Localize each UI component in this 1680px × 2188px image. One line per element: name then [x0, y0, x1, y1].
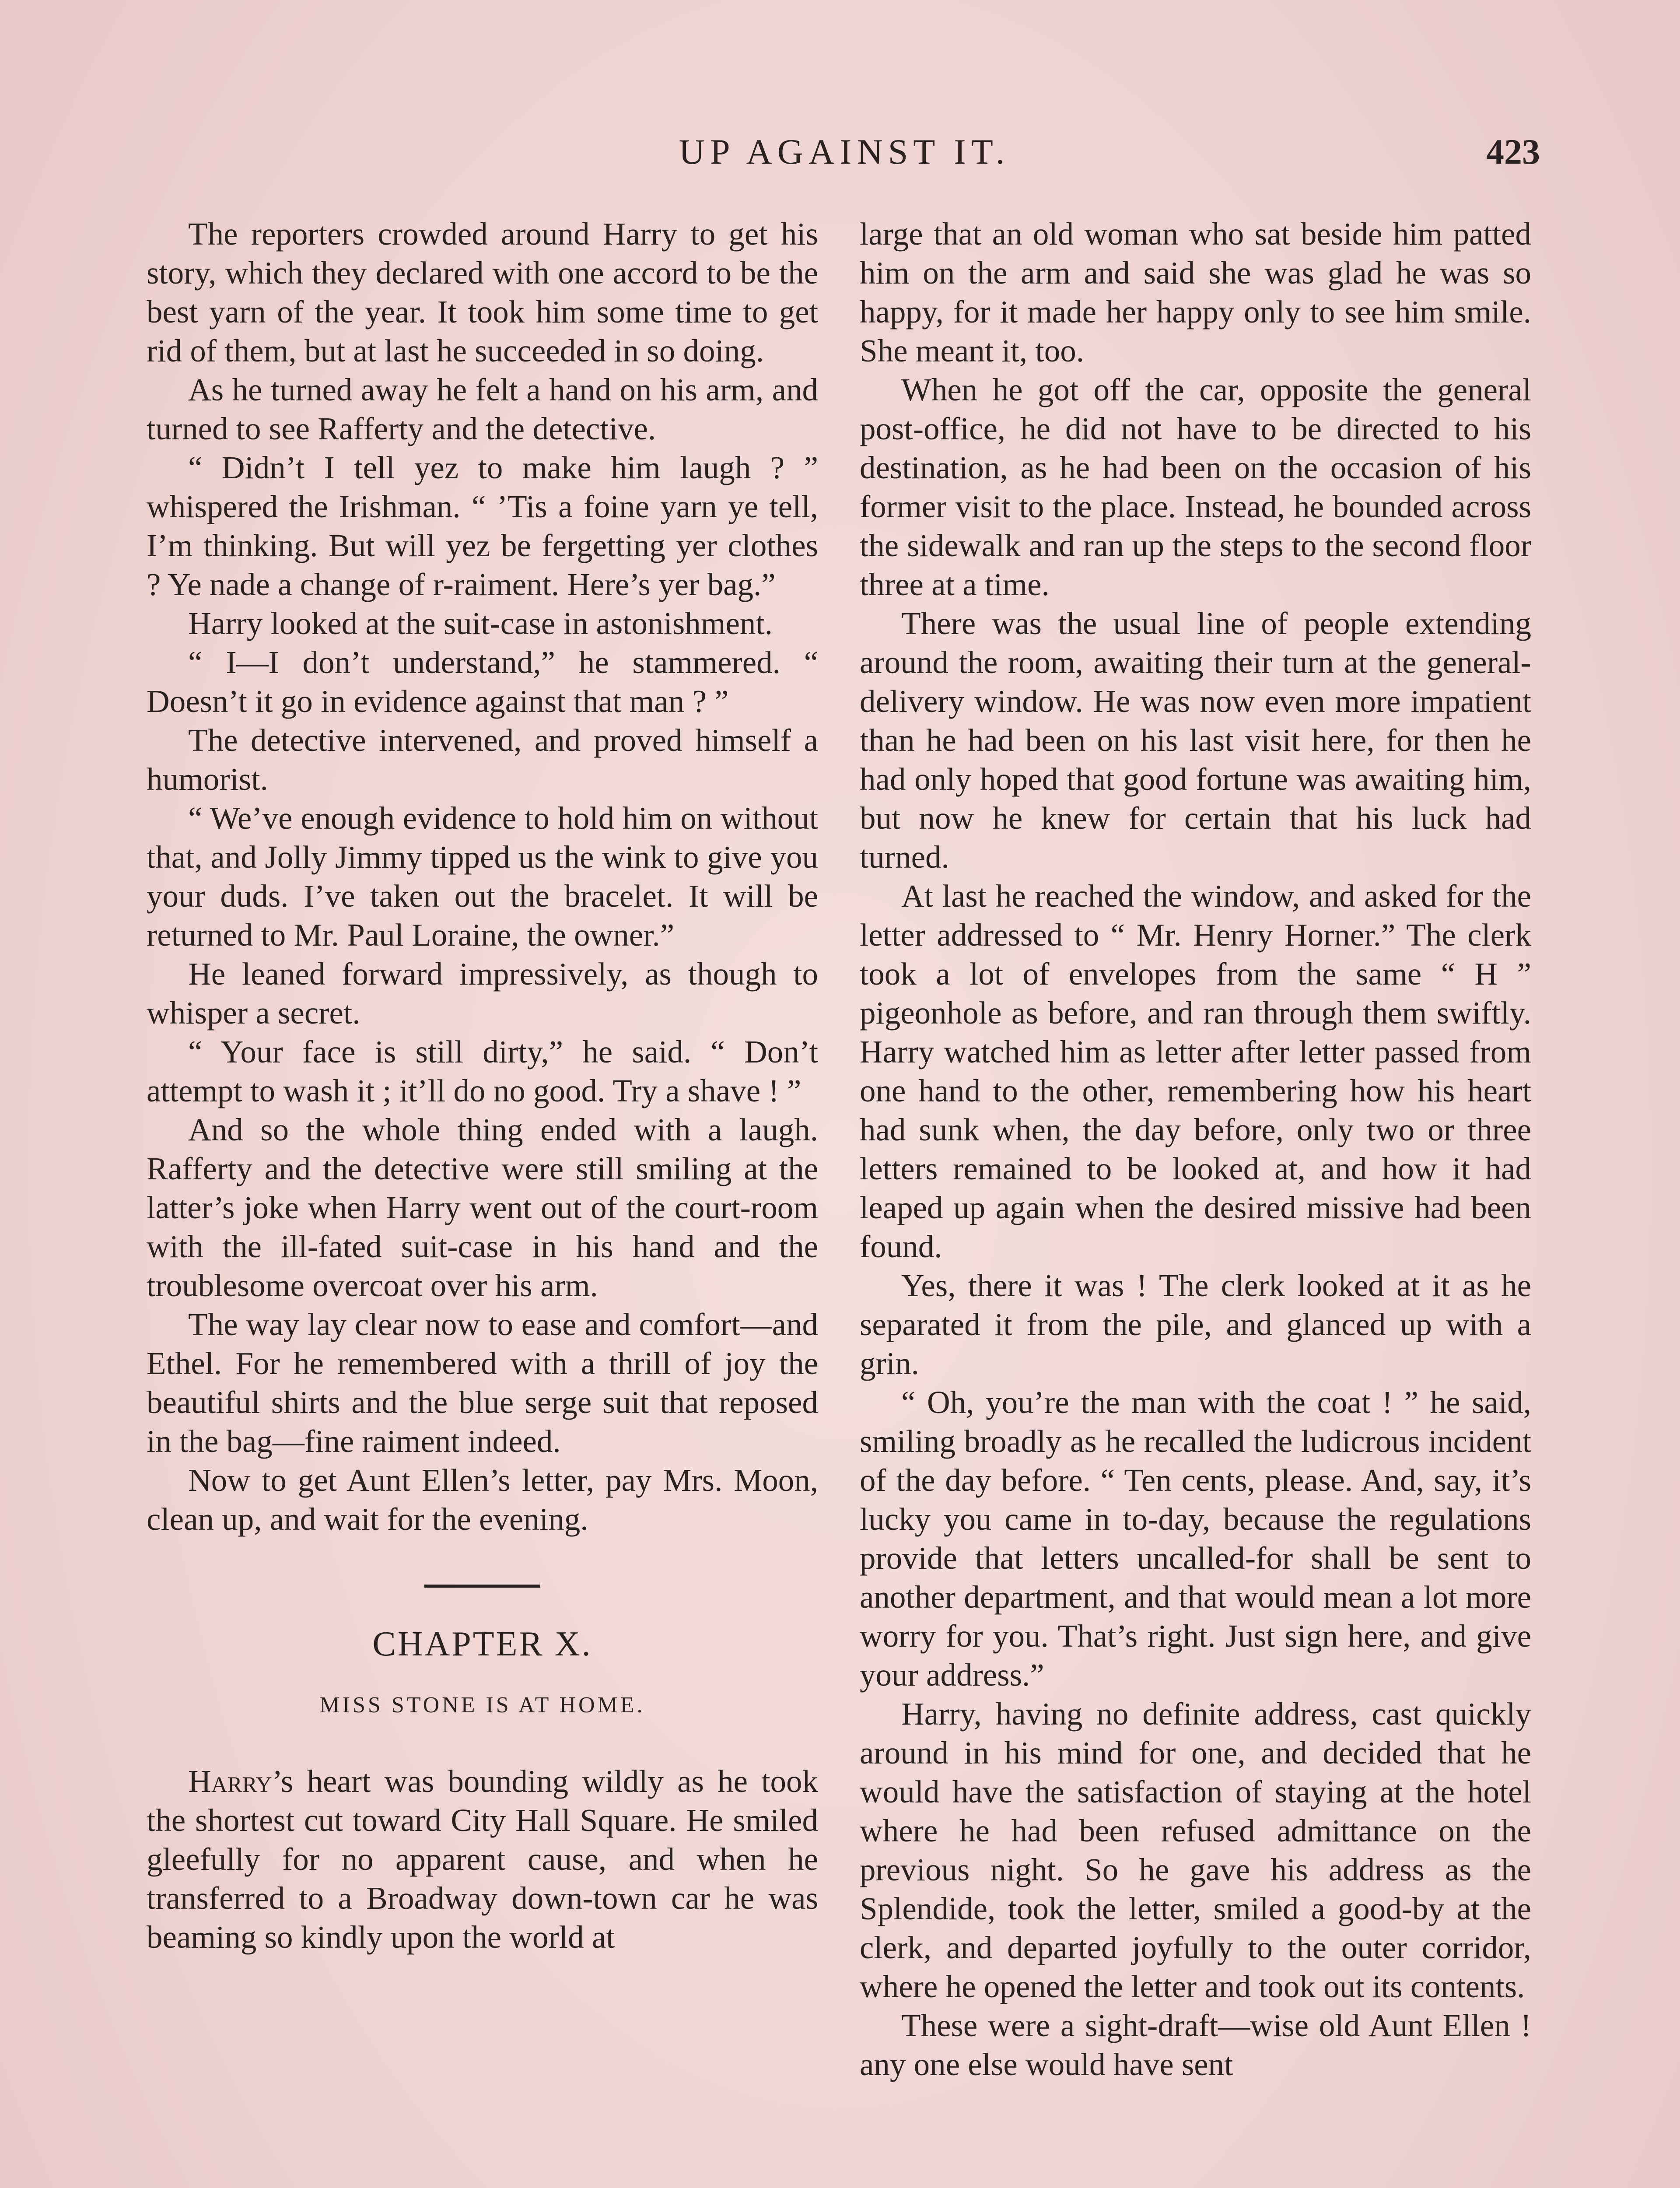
paragraph: There was the usual line of people extending around the room, awaiting their turn at the general-delivery window. He was now even more impatient than he had been on his last visit here, for then he had only hoped that good fortune was awaiting him, but now he knew for certain that his luck had turned.: [860, 606, 1531, 875]
paragraph: “ Oh, you’re the man with the coat ! ” he said, smiling broadly as he recalled the ludicrous incident of the day before. “ Ten cents, please. And, say, it’s lucky you came in to-day, because the regulations provide that letters uncalled-for shall be sent to another department, and that would mean a lot more worry for you. That’s right. Just sign here, and give your address.”: [860, 1385, 1531, 1693]
chapter-divider-rule: [424, 1585, 540, 1588]
chapter-title: CHAPTER X.: [372, 1625, 592, 1663]
paragraph: Harry, having no definite address, cast quickly around in his mind for one, and decided that he would have the satisfaction of staying at the hotel where he had been refused admittance on the previous night. So he gave his address as the Splendide, took the letter, smiled a good-by at the clerk, and departed joyfully to the outer corridor, where he opened the letter and took out its contents.: [860, 1696, 1531, 2004]
paragraph: Now to get Aunt Ellen’s letter, pay Mrs. Moon, clean up, and wait for the evening.: [147, 1462, 818, 1537]
paragraph: The reporters crowded around Harry to get his story, which they declared with one accord to be the best yarn of the year. It took him some time to get rid of them, but at last he succeeded in so doing.: [147, 216, 818, 368]
paragraph: Yes, there it was ! The clerk looked at it as he separated it from the pile, and glanced up with a grin.: [860, 1268, 1531, 1381]
paragraph: Harry looked at the suit-case in astonishment.: [188, 606, 773, 641]
paragraph: At last he reached the window, and asked for the letter addressed to “ Mr. Henry Horner.” The clerk took a lot of envelopes from the same “ H ” pigeonhole as before, and ran through them swiftly. Harry watched him as letter after letter passed from one hand to the other, remembering how his heart had sunk when, the day before, only two or three letters remained to be looked at, and how it had leaped up again when the desired missive had been found.: [860, 878, 1531, 1264]
page-number: 423: [1486, 132, 1540, 172]
right-column: [860, 214, 1531, 2084]
paragraph: And so the whole thing ended with a laugh. Rafferty and the detective were still smiling at the latter’s joke when Harry went out of the court-room with the ill-fated suit-case in his hand and the troublesome overcoat over his arm.: [147, 1112, 818, 1303]
paragraph: These were a sight-draft—wise old Aunt Ellen ! any one else would have sent: [860, 2008, 1531, 2082]
paragraph: When he got off the car, opposite the general post-office, he did not have to be directed to his destination, as he had been on the occasion of his former visit to the place. Instead, he bounded across the sidewalk and ran up the steps to the second floor three at a time.: [860, 372, 1531, 602]
paragraph: “ We’ve enough evidence to hold him on without that, and Jolly Jimmy tipped us the wink to give you your duds. I’ve taken out the bracelet. It will be returned to Mr. Paul Loraine, the owner.”: [147, 800, 818, 953]
continued-paragraph: large that an old woman who sat beside him patted him on the arm and said she was glad he was so happy, for it made her happy only to see him smile. She meant it, too.: [860, 216, 1531, 368]
chapter-opening-text: ’s heart was bounding wildly as he took the shortest cut toward City Hall Square. He smiled gleefully for no apparent cause, and when he transferred to a Broadway down-town car he was beaming so kindly upon the world at: [147, 1764, 818, 1955]
page-header: [149, 131, 1540, 179]
running-title: UP AGAINST IT.: [679, 132, 1010, 172]
chapter-opening-word: Harry: [188, 1764, 272, 1799]
paragraph: “ I—I don’t understand,” he stammered. “ Doesn’t it go in evidence against that man ? ”: [147, 645, 818, 719]
paragraph: “ Your face is still dirty,” he said. “ Don’t attempt to wash it ; it’ll do no good. Try a shave ! ”: [147, 1034, 818, 1108]
paragraph: The detective intervened, and proved himself a humorist.: [147, 722, 818, 797]
chapter-subtitle: MISS STONE IS AT HOME.: [319, 1693, 645, 1718]
paragraph: “ Didn’t I tell yez to make him laugh ? ” whispered the Irishman. “ ’Tis a foine yarn ye tell, I’m thinking. But will yez be fergetting yer clothes ? Ye nade a change of r-raiment. Here’s yer bag.”: [147, 450, 818, 602]
paragraph: He leaned forward impressively, as though to whisper a secret.: [147, 956, 818, 1031]
paragraph: The way lay clear now to ease and comfort—and Ethel. For he remembered with a thrill of joy the beautiful shirts and the blue serge suit that reposed in the bag—fine raiment indeed.: [147, 1307, 818, 1459]
chapter-opening-paragraph: [147, 1762, 818, 1957]
left-column: [147, 214, 818, 1957]
paragraph: As he turned away he felt a hand on his arm, and turned to see Rafferty and the detective.: [147, 372, 818, 446]
